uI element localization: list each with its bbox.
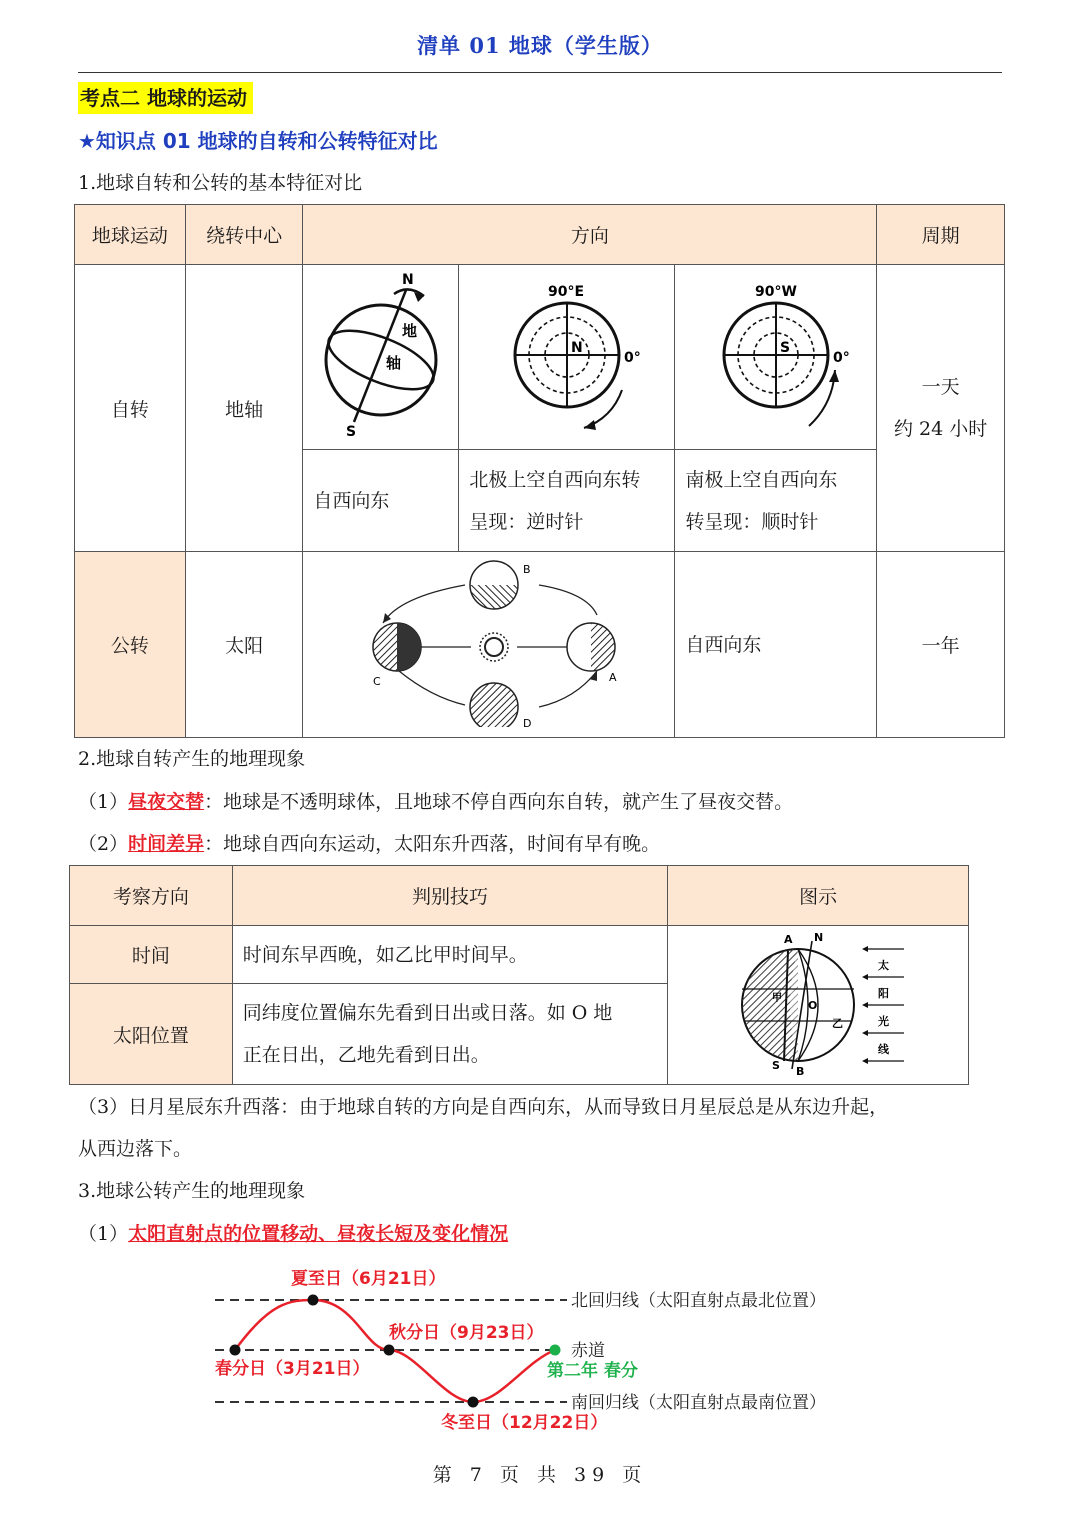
rotation-period [877,265,1005,552]
header-period: 周期 [877,205,1005,265]
north-0-label: 0° [623,349,641,366]
winter-point [468,1397,479,1408]
north-center-label: N [570,339,583,356]
fig-sun-label-4: 线 [878,1042,890,1056]
north-pole-view-diagram [472,270,662,440]
autumn-point [384,1345,395,1356]
part2-item2-text: ：地球自西向东运动，太阳东升西落，时间有早有晚。 [204,833,661,855]
equator-label: 赤道 [571,1341,605,1361]
fig-jia-label: 甲 [772,992,783,1004]
tilted-globe-diagram [306,270,456,440]
rotation-revolution-table [74,204,1005,738]
header-divider [78,72,1002,73]
part2-item2-term: 时间差异 [128,833,205,855]
spring-label: 春分日（3月21日） [215,1359,370,1379]
t2-row1-aspect: 时间 [70,926,233,984]
autumn-label: 秋分日（9月23日） [389,1323,544,1343]
south-pole-view-diagram [681,270,871,440]
t2-row1-tip: 时间东早西晚，如乙比甲时间早。 [232,926,667,984]
part2-title: 2.地球自转产生的地理现象 [78,748,306,770]
next-spring-point [550,1345,561,1356]
south-tropic-label: 南回归线（太阳直射点最南位置） [571,1393,826,1413]
part2-item2-prefix: （2） [78,833,129,855]
page-footer: 第 7 页 共 39 页 [432,1464,648,1486]
rotation-label: 自转 [75,265,186,552]
orbit-a-label: A [608,671,617,684]
fig-yi-label: 乙 [832,1016,844,1030]
t2-figure-cell [668,926,969,1085]
t2-row2-tip-2: 正在日出，乙地先看到日出。 [242,1044,490,1066]
summer-label: 夏至日（6月21日） [291,1269,446,1289]
spring-point [230,1345,241,1356]
north-90e-label: 90°E [547,283,584,300]
time-difference-table [69,865,969,1085]
part2-item1-text: ：地球是不透明球体，且地球不停自西向东自转，就产生了昼夜交替。 [204,791,794,813]
revolution-center: 太阳 [185,552,303,738]
rotation-globe-cell [303,265,459,450]
t2-header-tip: 判别技巧 [232,866,667,926]
header-direction: 方向 [303,205,877,265]
south-0-label: 0° [832,349,850,366]
rotation-direction-north-1: 北极上空自西向东转 [469,468,641,491]
revolution-period: 一年 [877,552,1005,738]
orbit-diagram [339,557,639,727]
part3-item1-prefix: （1） [78,1223,129,1245]
part2-item3-line1: （3）日月星辰东升西落：由于地球自转的方向是自西向东，从而导致日月星辰总是从东边升起， [78,1096,889,1118]
rotation-direction-north [459,450,675,552]
south-pole-diagram-cell [675,265,877,450]
part2-item1-prefix: （1） [78,791,129,813]
fig-o-label: O [808,998,818,1012]
part3-item1-term: 太阳直射点的位置移动、昼夜长短及变化情况 [128,1223,509,1245]
rotation-direction-south-2: 转呈现：顺时针 [685,510,819,533]
globe-n-label: N [401,271,414,288]
south-center-label: S [779,339,790,356]
orbit-d-label: D [522,717,532,727]
header-center: 绕转中心 [185,205,303,265]
south-90w-label: 90°W [754,283,797,300]
revolution-direction: 自西向东 [675,552,877,738]
orbit-b-label: B [522,563,531,576]
rotation-period-2: 约 24 小时 [894,418,988,440]
globe-axis-label-2: 轴 [385,353,401,372]
fig-sun-label-1: 太 [878,958,890,972]
t2-row2-aspect: 太阳位置 [70,984,233,1085]
part3-title: 3.地球公转产生的地理现象 [78,1180,306,1202]
fig-a-label: A [784,932,793,946]
globe-axis-label-1: 地 [401,321,417,340]
north-tropic-label: 北回归线（太阳直射点最北位置） [571,1291,826,1311]
summer-point [308,1295,319,1306]
revolution-label: 公转 [75,552,186,738]
t2-row2-tip [232,984,667,1085]
part2-item1 [78,788,793,816]
header-motion: 地球运动 [75,205,186,265]
sunlight-globe-diagram [728,929,908,1077]
document-header-title: 清单 01 地球（学生版） [417,33,663,58]
fig-s-label: S [772,1058,781,1072]
rotation-direction-south [675,450,877,552]
subsolar-point-chart [215,1262,875,1438]
t2-row2-tip-1: 同纬度位置偏东先看到日出或日落。如 O 地 [242,1002,613,1024]
fig-n-label: N [814,930,824,944]
part3-item1 [78,1220,508,1248]
part2-item1-term: 昼夜交替 [128,791,205,813]
part1-title: 1.地球自转和公转的基本特征对比 [78,172,363,194]
knowledge-point-heading: ★知识点 01 地球的自转和公转特征对比 [78,129,438,153]
rotation-center: 地轴 [185,265,303,552]
fig-sun-label-3: 光 [878,1014,890,1028]
north-pole-diagram-cell [459,265,675,450]
next-spring-label: 第二年 春分 [547,1361,638,1381]
fig-b-label: B [796,1064,805,1077]
t2-header-aspect: 考察方向 [70,866,233,926]
rotation-period-1: 一天 [921,376,960,398]
part2-item2 [78,830,660,858]
winter-label: 冬至日（12月22日） [441,1413,608,1433]
rotation-direction-general: 自西向东 [303,450,459,552]
orbit-c-label: C [372,675,381,688]
revolution-orbit-cell [303,552,675,738]
section-heading: 考点二 地球的运动 [78,82,253,114]
fig-sun-label-2: 阳 [878,986,890,1000]
part2-item3-line2: 从西边落下。 [78,1138,193,1160]
rotation-direction-north-2: 呈现：逆时针 [469,510,584,533]
t2-header-figure: 图示 [668,866,969,926]
rotation-direction-south-1: 南极上空自西向东 [685,468,838,491]
globe-s-label: S [345,423,356,440]
